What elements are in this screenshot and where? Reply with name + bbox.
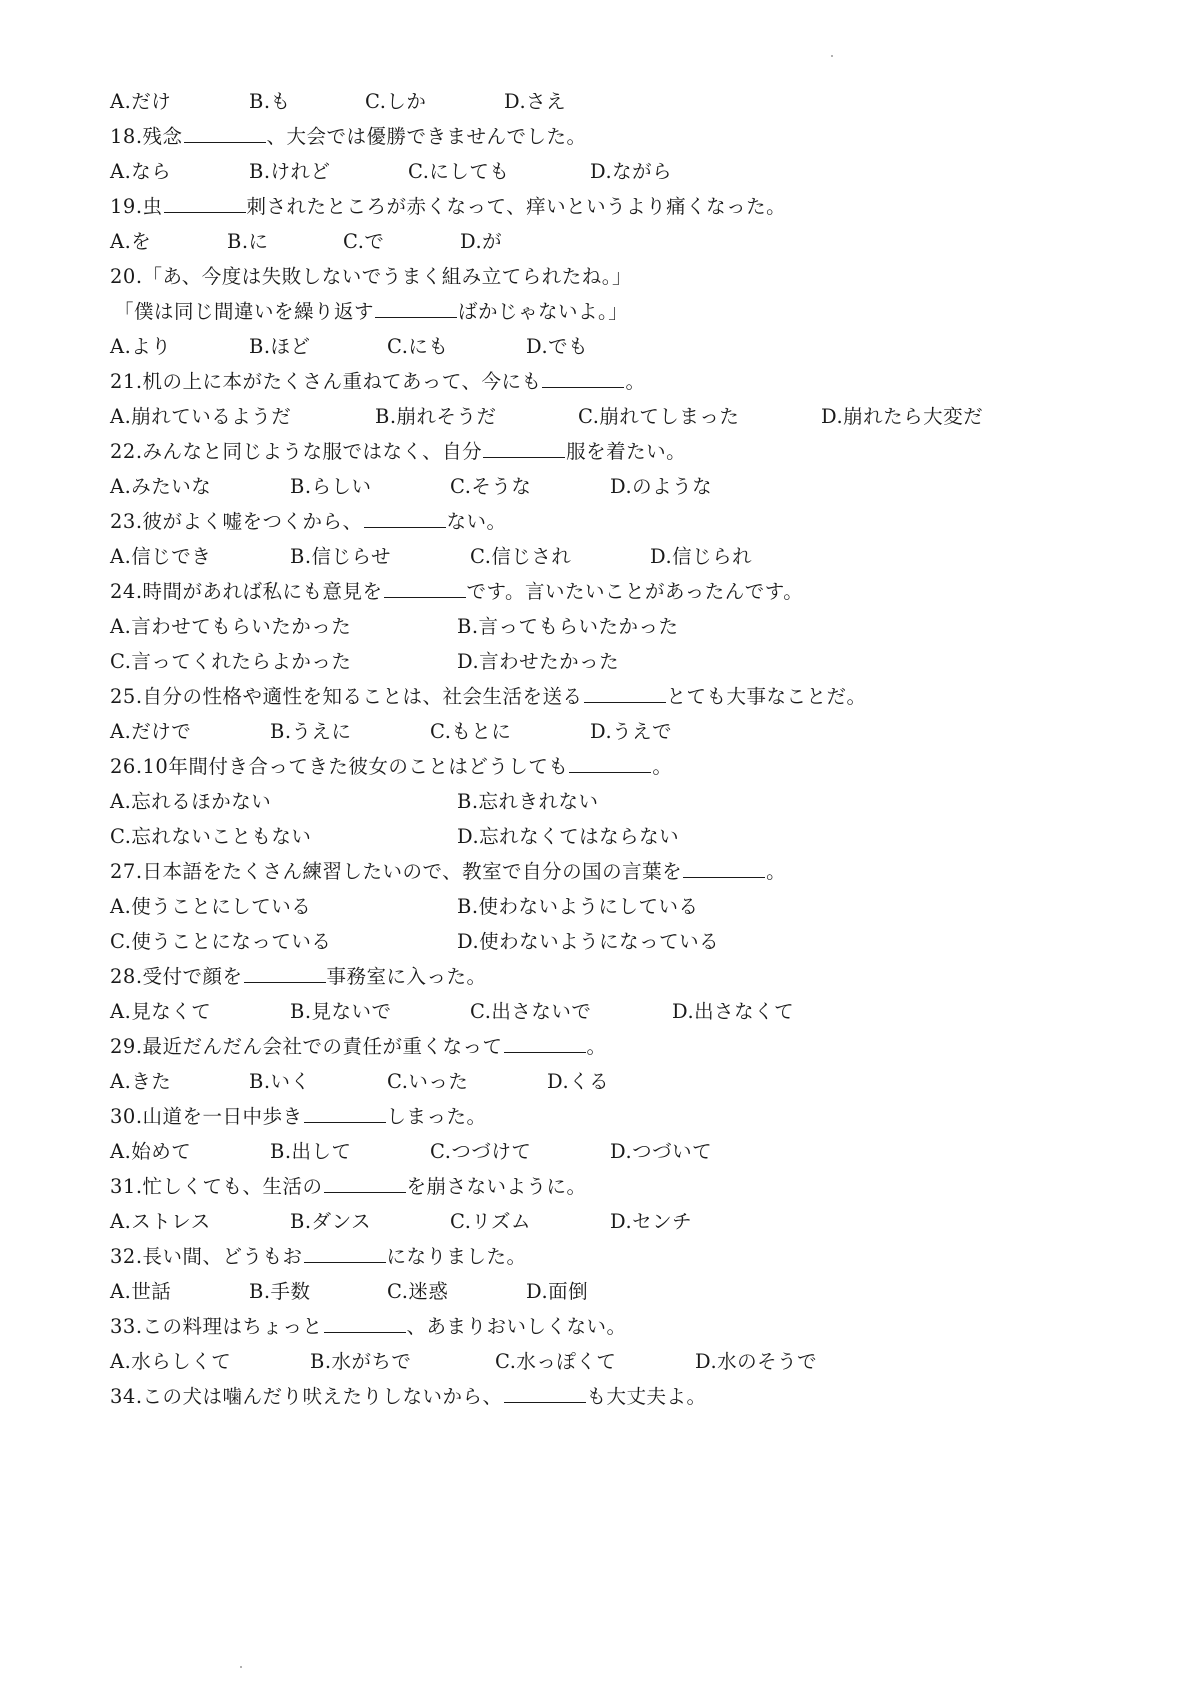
q25-option-a: A.だけで <box>110 720 192 743</box>
q27-text-post: 。 <box>766 860 787 883</box>
q21-answer-blank <box>542 369 624 388</box>
q24-option-d: D.言わせたかった <box>457 650 620 673</box>
q26-answer-blank <box>569 754 651 773</box>
q18-question <box>110 124 587 150</box>
q30-answer-blank <box>304 1104 386 1123</box>
q20-question-line2 <box>114 299 628 325</box>
q23-option-b: B.信じらせ <box>290 545 391 568</box>
q27-question <box>110 859 786 885</box>
q18-option-c: C.にしても <box>408 160 510 183</box>
q21-text-pre: 21.机の上に本がたくさん重ねてあって、今にも <box>110 370 542 393</box>
q19-option-c: C.で <box>343 230 385 253</box>
q24-question <box>110 579 803 605</box>
q20-question-line1 <box>110 264 632 290</box>
q22-answer-blank <box>483 439 565 458</box>
q34-question <box>110 1384 707 1410</box>
q23-option-a: A.信じでき <box>110 545 212 568</box>
q23-text-pre: 23.彼がよく嘘をつくから、 <box>110 510 363 533</box>
q19-question <box>110 194 786 220</box>
q17-option-b: B.も <box>249 90 291 113</box>
q18-option-d: D.ながら <box>590 160 673 183</box>
q26-text-post: 。 <box>652 755 673 778</box>
q31-option-d: D.センチ <box>610 1210 693 1233</box>
q28-text-pre: 28.受付で顔を <box>110 965 243 988</box>
q31-option-c: C.リズム <box>450 1210 532 1233</box>
q30-question <box>110 1104 487 1130</box>
q32-question <box>110 1244 527 1270</box>
q30-option-a: A.始めて <box>110 1140 192 1163</box>
q34-text-post: も大丈夫よ。 <box>586 1385 707 1408</box>
q22-question <box>110 439 686 465</box>
q18-text-post: 、大会では優勝できませんでした。 <box>266 125 587 148</box>
q19-option-a: A.を <box>110 230 152 253</box>
q25-option-c: C.もとに <box>430 720 512 743</box>
q33-answer-blank <box>324 1314 406 1333</box>
q20-answer-blank <box>375 299 457 318</box>
q33-option-b: B.水がちで <box>310 1350 412 1373</box>
q20-option-a: A.より <box>110 335 172 358</box>
q18-text-pre: 18.残念 <box>110 125 183 148</box>
q26-option-a: A.忘れるほかない <box>110 790 272 813</box>
q25-text-pre: 25.自分の性格や適性を知ることは、社会生活を送る <box>110 685 583 708</box>
q32-option-d: D.面倒 <box>526 1280 589 1303</box>
q24-answer-blank <box>384 579 466 598</box>
q31-option-a: A.ストレス <box>110 1210 211 1233</box>
q33-text-pre: 33.この料理はちょっと <box>110 1315 323 1338</box>
q33-option-c: C.水っぽくて <box>495 1350 617 1373</box>
q32-answer-blank <box>304 1244 386 1263</box>
q27-option-a: A.使うことにしている <box>110 895 312 918</box>
q18-answer-blank <box>184 124 266 143</box>
q25-option-b: B.うえに <box>270 720 352 743</box>
q32-option-c: C.迷惑 <box>387 1280 449 1303</box>
q31-option-b: B.ダンス <box>290 1210 372 1233</box>
q21-option-b: B.崩れそうだ <box>375 405 497 428</box>
q20-text-post: ばかじゃないよ。」 <box>458 300 629 323</box>
q29-option-a: A.きた <box>110 1070 172 1093</box>
q22-option-a: A.みたいな <box>110 475 212 498</box>
q22-option-b: B.らしい <box>290 475 372 498</box>
q28-question <box>110 964 487 990</box>
q29-text-pre: 29.最近だんだん会社での責任が重くなって <box>110 1035 503 1058</box>
q17-option-d: D.さえ <box>504 90 567 113</box>
q32-option-a: A.世話 <box>110 1280 172 1303</box>
q24-text-post: です。言いたいことがあったんです。 <box>466 580 804 603</box>
q28-option-b: B.見ないで <box>290 1000 392 1023</box>
q18-option-b: B.けれど <box>249 160 331 183</box>
q27-option-c: C.使うことになっている <box>110 930 332 953</box>
q30-option-d: D.つづいて <box>610 1140 713 1163</box>
q27-option-b: B.使わないようにしている <box>457 895 699 918</box>
q22-option-d: D.のような <box>610 475 713 498</box>
q26-question <box>110 754 672 780</box>
q19-text-post: 刺されたところが赤くなって、痒いというより痛くなった。 <box>246 195 787 218</box>
q24-option-c: C.言ってくれたらよかった <box>110 650 352 673</box>
q26-option-c: C.忘れないこともない <box>110 825 312 848</box>
q19-option-d: D.が <box>460 230 503 253</box>
q28-option-d: D.出さなくて <box>672 1000 795 1023</box>
q23-option-d: D.信じられ <box>650 545 753 568</box>
q25-question <box>110 684 867 710</box>
q30-option-c: C.つづけて <box>430 1140 532 1163</box>
q25-text-post: とても大事なことだ。 <box>666 685 867 708</box>
q31-answer-blank <box>324 1174 406 1193</box>
q20-option-d: D.でも <box>526 335 589 358</box>
q30-option-b: B.出して <box>270 1140 352 1163</box>
q33-option-d: D.水のそうで <box>695 1350 818 1373</box>
q29-option-b: B.いく <box>249 1070 311 1093</box>
q29-text-post: 。 <box>586 1035 607 1058</box>
q27-option-d: D.使わないようになっている <box>457 930 720 953</box>
q31-text-pre: 31.忙しくても、生活の <box>110 1175 323 1198</box>
q24-text-pre: 24.時間があれば私にも意見を <box>110 580 383 603</box>
q25-option-d: D.うえで <box>590 720 673 743</box>
q33-text-post: 、あまりおいしくない。 <box>406 1315 627 1338</box>
q19-answer-blank <box>164 194 246 213</box>
q17-option-c: C.しか <box>365 90 427 113</box>
q17-option-a: A.だけ <box>110 90 172 113</box>
q26-text-pre: 26.10年間付き合ってきた彼女のことはどうしても <box>110 755 569 778</box>
q28-answer-blank <box>244 964 326 983</box>
q22-text-pre: 22.みんなと同じような服ではなく、自分 <box>110 440 483 463</box>
q26-option-d: D.忘れなくてはならない <box>457 825 680 848</box>
q19-option-b: B.に <box>227 230 269 253</box>
q32-text-post: になりました。 <box>386 1245 527 1268</box>
q21-option-c: C.崩れてしまった <box>578 405 740 428</box>
q27-text-pre: 27.日本語をたくさん練習したいので、教室で自分の国の言葉を <box>110 860 683 883</box>
q24-option-a: A.言わせてもらいたかった <box>110 615 352 638</box>
scan-speck <box>240 1666 242 1668</box>
q34-answer-blank <box>504 1384 586 1403</box>
q22-option-c: C.そうな <box>450 475 532 498</box>
q31-question <box>110 1174 587 1200</box>
q20-text-pre: 「僕は同じ間違いを繰り返す <box>114 300 375 323</box>
scan-speck <box>831 55 833 57</box>
q28-option-c: C.出さないで <box>470 1000 592 1023</box>
q29-question <box>110 1034 607 1060</box>
q21-option-a: A.崩れているようだ <box>110 405 292 428</box>
q33-option-a: A.水らしくて <box>110 1350 232 1373</box>
q32-text-pre: 32.長い間、どうもお <box>110 1245 303 1268</box>
q19-text-pre: 19.虫 <box>110 195 163 218</box>
q20-option-c: C.にも <box>387 335 449 358</box>
q29-option-d: D.くる <box>547 1070 610 1093</box>
q25-answer-blank <box>584 684 666 703</box>
q24-option-b: B.言ってもらいたかった <box>457 615 679 638</box>
q18-option-a: A.なら <box>110 160 172 183</box>
q29-answer-blank <box>504 1034 586 1053</box>
q28-option-a: A.見なくて <box>110 1000 212 1023</box>
q32-option-b: B.手数 <box>249 1280 311 1303</box>
q21-text-post: 。 <box>625 370 646 393</box>
q29-option-c: C.いった <box>387 1070 469 1093</box>
q21-question <box>110 369 645 395</box>
q30-text-post: しまった。 <box>386 1105 487 1128</box>
q23-question <box>110 509 507 535</box>
q20-option-b: B.ほど <box>249 335 311 358</box>
q22-text-post: 服を着たい。 <box>566 440 687 463</box>
q28-text-post: 事務室に入った。 <box>326 965 487 988</box>
q23-option-c: C.信じされ <box>470 545 572 568</box>
q23-answer-blank <box>364 509 446 528</box>
q21-option-d: D.崩れたら大変だ <box>821 405 984 428</box>
q27-answer-blank <box>683 859 765 878</box>
q26-option-b: B.忘れきれない <box>457 790 599 813</box>
q23-text-post: ない。 <box>446 510 507 533</box>
q31-text-post: を崩さないように。 <box>406 1175 587 1198</box>
q33-question <box>110 1314 627 1340</box>
q34-text-pre: 34.この犬は噛んだり吠えたりしないから、 <box>110 1385 503 1408</box>
q30-text-pre: 30.山道を一日中歩き <box>110 1105 303 1128</box>
q20-text-line1: 20.「あ、今度は失敗しないでうまく組み立てられたね。」 <box>110 265 632 288</box>
